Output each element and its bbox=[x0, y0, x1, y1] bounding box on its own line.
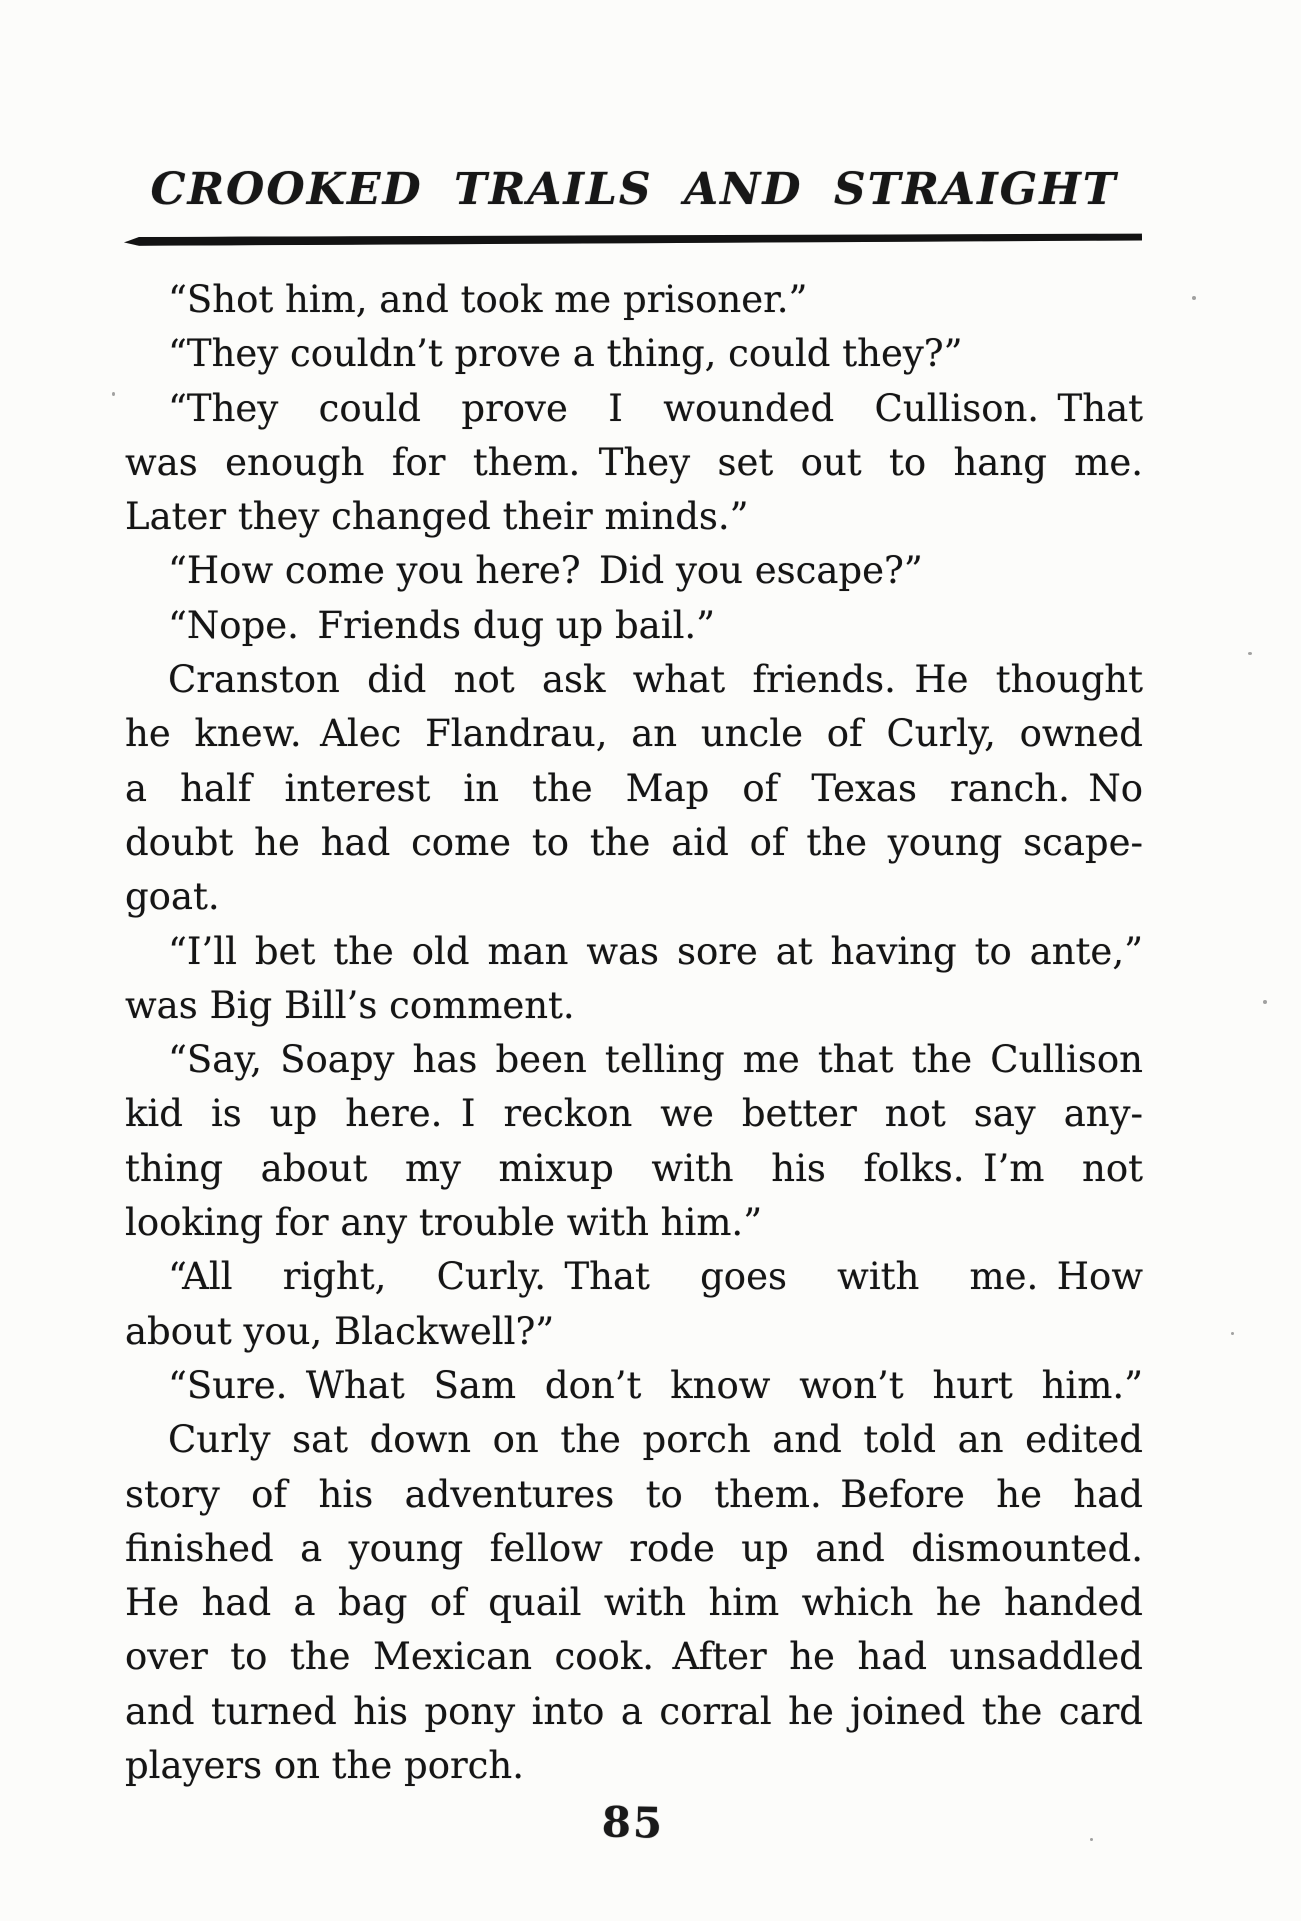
text-line: “Shot him, and took me prisoner.” bbox=[168, 278, 808, 321]
text-line: thing about my mixup with his folks. I’m not bbox=[125, 1146, 1143, 1190]
page-number: 85 bbox=[601, 1797, 665, 1848]
text-line: looking for any trouble with him.” bbox=[125, 1201, 763, 1245]
text-line: kid is up here. I reckon we better not say any- bbox=[125, 1092, 1143, 1136]
text-line: “All right, Curly. That goes with me. How bbox=[168, 1255, 1143, 1299]
scan-speck bbox=[1248, 652, 1252, 655]
text-line: Cranston did not ask what friends. He thought bbox=[168, 658, 1143, 702]
text-line: “Say, Soapy has been telling me that the Cullison bbox=[168, 1038, 1143, 1082]
text-line: “Sure. What Sam don’t know won’t hurt him.” bbox=[168, 1363, 1143, 1407]
text-line: Curly sat down on the porch and told an edited bbox=[168, 1418, 1143, 1462]
text-line: “How come you here? Did you escape?” bbox=[168, 549, 923, 593]
text-line: was enough for them. They set out to hang me. bbox=[125, 440, 1143, 484]
text-line: “They could prove I wounded Cullison. That bbox=[168, 386, 1143, 430]
text-line: “I’ll bet the old man was sore at having to ante,” bbox=[168, 929, 1143, 973]
text-line: Later they changed their minds.” bbox=[125, 495, 749, 539]
text-line: he knew. Alec Flandrau, an uncle of Curly, owned bbox=[125, 712, 1143, 756]
scan-speck bbox=[1192, 296, 1196, 300]
text-line: was Big Bill’s comment. bbox=[125, 983, 575, 1027]
text-line: about you, Blackwell?” bbox=[125, 1309, 555, 1353]
running-header: CROOKED TRAILS AND STRAIGHT bbox=[150, 164, 1118, 215]
text-line: a half interest in the Map of Texas ranch. No bbox=[125, 766, 1143, 810]
scan-speck bbox=[1090, 1838, 1093, 1841]
body-text bbox=[125, 273, 1143, 1793]
scan-speck bbox=[1231, 1332, 1234, 1335]
text-line: doubt he had come to the aid of the young scape- bbox=[125, 820, 1143, 864]
text-line: “They couldn’t prove a thing, could they?” bbox=[168, 332, 963, 376]
scan-speck bbox=[1263, 1000, 1267, 1004]
text-line: story of his adventures to them. Before he had bbox=[125, 1472, 1143, 1516]
text-line: and turned his pony into a corral he joined the card bbox=[125, 1689, 1143, 1733]
scan-speck bbox=[112, 392, 115, 396]
header-rule bbox=[124, 233, 1142, 246]
text-line: “Nope. Friends dug up bail.” bbox=[168, 603, 716, 647]
text-line: over to the Mexican cook. After he had unsaddled bbox=[125, 1635, 1143, 1679]
text-line: He had a bag of quail with him which he handed bbox=[125, 1581, 1143, 1625]
text-line: players on the porch. bbox=[125, 1744, 524, 1788]
text-line: goat. bbox=[125, 875, 220, 919]
text-line: finished a young fellow rode up and dismounted. bbox=[125, 1526, 1143, 1570]
